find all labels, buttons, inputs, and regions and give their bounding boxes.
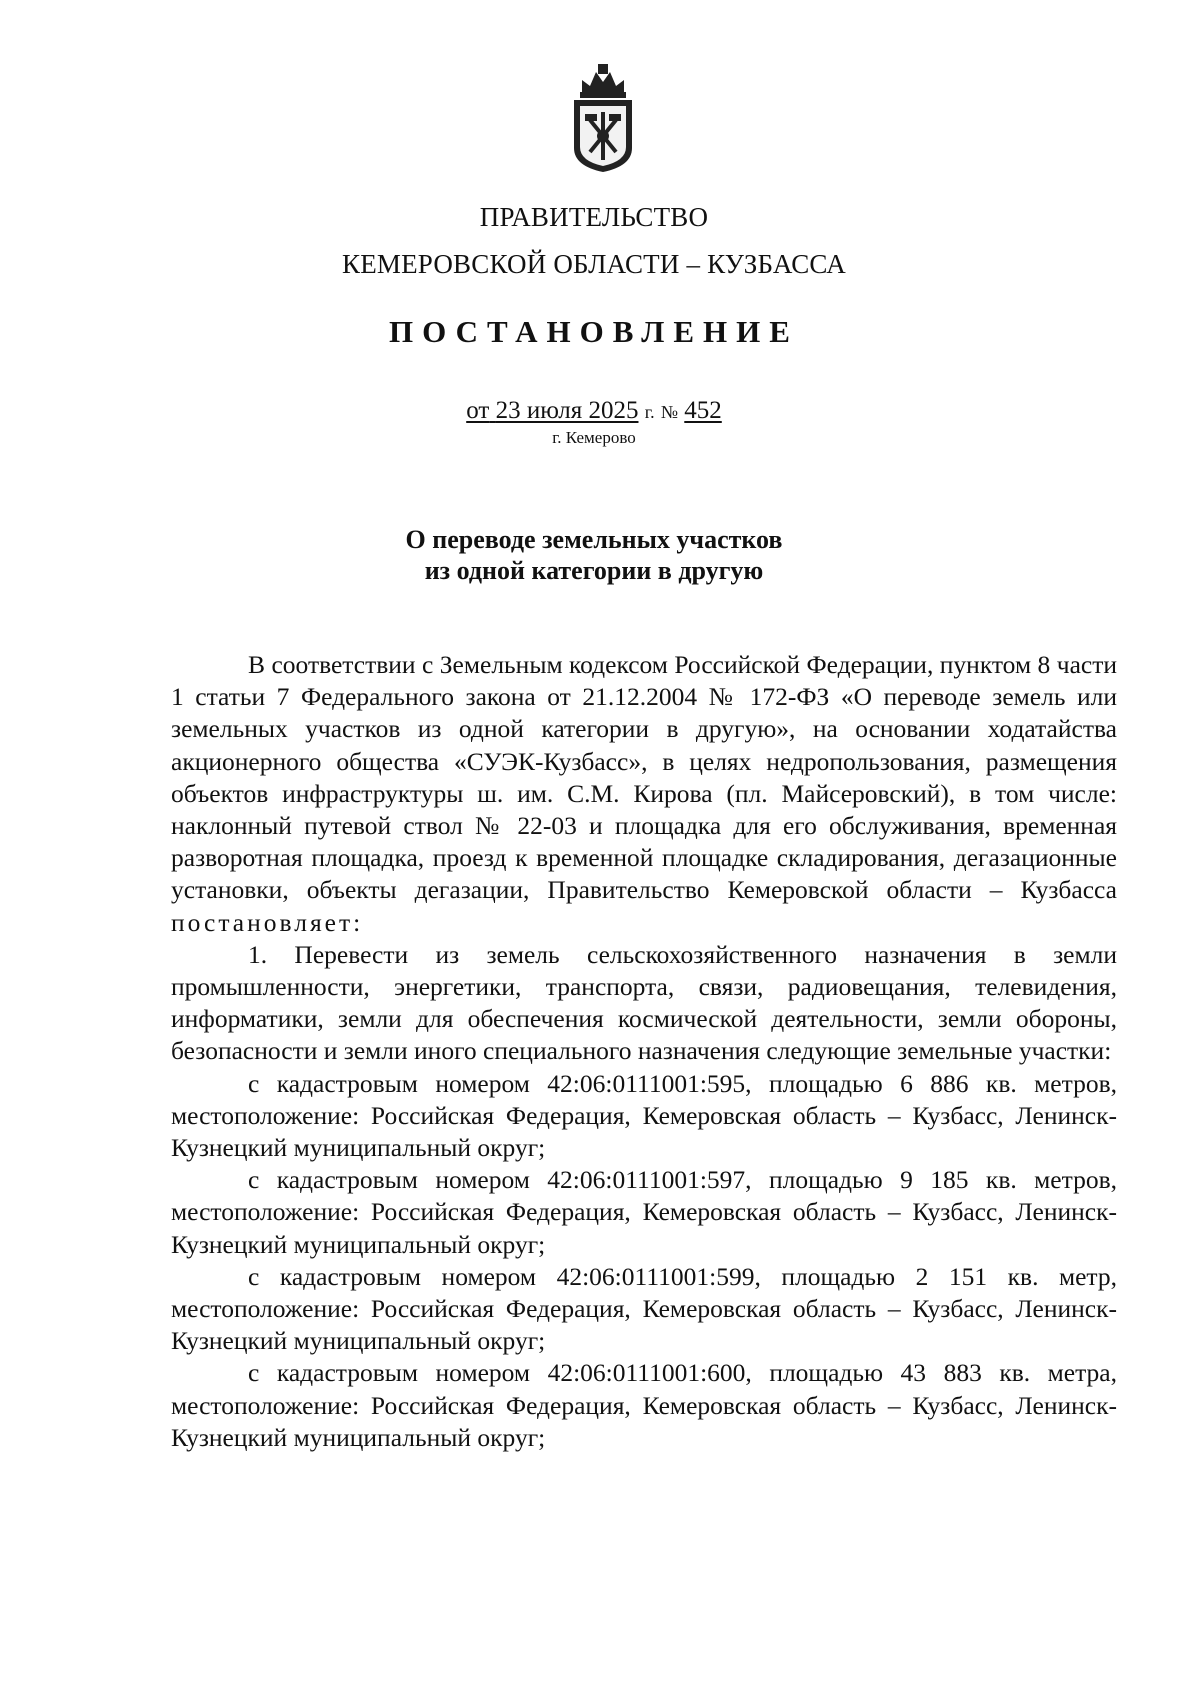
document-number: 452 [684, 397, 722, 424]
parcel-paragraph: с кадастровым номером 42:06:0111001:597, площадью 9 185 кв. метров, местоположение: Российская Федерация, Кемеровская область – Кузбасс, Ленинск-Кузнецкий муниципальный округ; [171, 1165, 1117, 1259]
date-prefix: от [466, 397, 490, 424]
parcel-paragraph: с кадастровым номером 42:06:0111001:595, площадью 6 886 кв. метров, местоположение: Российская Федерация, Кемеровская область – Кузбасс, Ленинск-Кузнецкий муниципальный округ; [171, 1068, 1117, 1163]
number-sign: № [660, 402, 679, 422]
document-date-number [0, 398, 1188, 423]
date-underlined [466, 397, 638, 424]
document-date: 23 июля 2025 [495, 397, 639, 424]
decree-colon: : [353, 907, 361, 937]
item-1-paragraph: 1. Перевести из земель сельскохозяйственного назначения в земли промышленности, энергетики, транспорта, связи, радиовещания, телевидения, информатики, земли для обеспечения космической деятельности, земли обороны, безопасности и земли иного специального назначения следующие земельные участки: [171, 939, 1117, 1066]
document-subject [0, 524, 1188, 586]
subject-line1: О переводе земельных участков [405, 525, 783, 554]
parcel-paragraph: с кадастровым номером 42:06:0111001:600, площадью 43 883 кв. метра, местоположение: Российская Федерация, Кемеровская область – Кузбасс, Ленинск-Кузнецкий муниципальный округ; [171, 1358, 1117, 1452]
document-type-title: ПОСТАНОВЛЕНИЕ [389, 314, 799, 349]
preamble-text: В соответствии с Земельным кодексом Российской Федерации, пунктом 8 части 1 статьи 7 Федерального закона от 21.12.2004 № 172-ФЗ «О переводе земель или земельных участков из одной категории в другую», на основании ходатайства акционерного общества «СУЭК-Кузбасс», в целях недропользования, размещения объектов инфраструктуры ш. им. С.М. Кирова (пл. Майсеровский), в том числе: наклонный путевой ствол № 22-03 и площадка для его обслуживания, временная разворотная площадка, проезд к временной площадке складирования, дегазационные установки, объекты дегазации, Правительство Кемеровской области – Кузбасса [171, 650, 1117, 905]
parcel-paragraph: с кадастровым номером 42:06:0111001:599, площадью 2 151 кв. метр, местоположение: Российская Федерация, Кемеровская область – Кузбасс, Ленинск-Кузнецкий муниципальный округ; [171, 1261, 1117, 1356]
decree-word: постановляет [171, 907, 354, 937]
year-suffix: г. [644, 402, 655, 422]
subject-line2: из одной категории в другую [424, 556, 764, 585]
preamble-paragraph [171, 649, 1117, 939]
government-name-line2: КЕМЕРОВСКОЙ ОБЛАСТИ – КУЗБАССА [342, 249, 846, 279]
government-name-line1: ПРАВИТЕЛЬСТВО [479, 202, 709, 232]
kemerovo-region-coat-of-arms-icon [568, 62, 638, 174]
document-city: г. Кемерово [552, 428, 636, 447]
document-body [171, 649, 1117, 1454]
